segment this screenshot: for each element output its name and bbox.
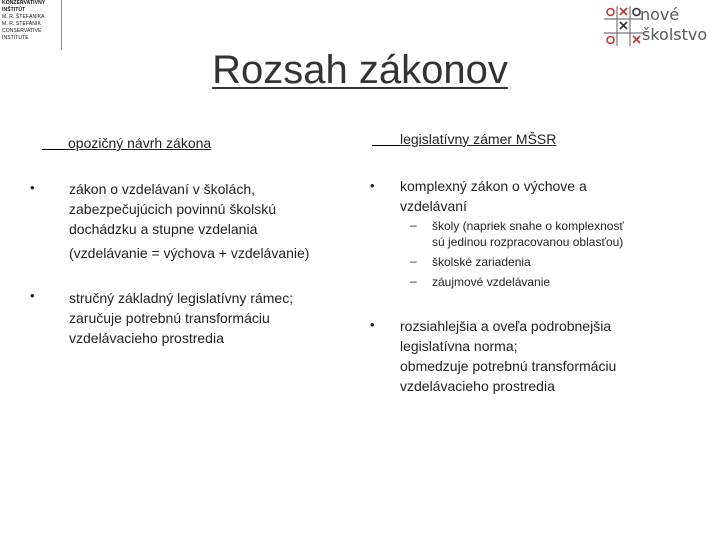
right-sub-item-1-line: sú jedinou rozpracovanou oblasťou) [432,235,624,249]
left-bullet-2-line: zaručuje potrebnú transformáciu [69,310,270,326]
left-bullet-1-line: zabezpečujúcich povinnú školskú [69,201,277,217]
institute-logo-line: INŠTITÚT [2,7,26,13]
logo-word-nove: nové [640,5,680,24]
page-title-text: Rozsah zákonov [212,48,508,92]
right-bullet-2-line: legislatívna norma; [400,338,518,354]
institute-logo-line: INSTITUTE [2,35,29,41]
nove-skolstvo-logo [604,4,708,50]
right-bullet-1-line: vzdelávaní [400,198,467,214]
institute-logo-line: M. R. STEFANIK [2,21,41,27]
left-bullet-2-line: vzdelávacieho prostredia [69,330,224,346]
left-bullet-1-line: zákon o vzdelávaní v školách, [69,181,255,197]
right-bullet-2-line: rozsiahlejšia a oveľa podrobnejšia [400,318,612,334]
right-bullet-2 [400,316,700,396]
right-column-heading: legislatívny zámer MŠSR [400,131,557,147]
right-sub-item-1 [432,218,712,250]
dash-marker: – [410,218,417,232]
heading-leader-line [42,149,68,150]
heading-leader-line [372,145,400,146]
left-bullet-1-line: (vzdelávanie = výchova + vzdelávanie) [69,245,310,261]
tic-tac-toe-icon [604,4,644,48]
institute-logo [0,0,62,50]
right-bullet-2-line: vzdelávacieho prostredia [400,378,555,394]
logo-word-skolstvo: školstvo [642,25,708,44]
right-sub-item-2: školské zariadenia [432,255,531,269]
bullet-marker: • [370,178,375,193]
left-column-heading: opozičný návrh zákona [68,135,212,151]
bullet-marker: • [30,180,35,195]
institute-logo-line: M. R. ŠTEFÁNIKA [2,14,45,20]
bullet-marker: • [30,288,35,303]
left-bullet-2-line: stručný základný legislatívny rámec; [69,290,294,306]
right-bullet-1 [400,176,700,216]
dash-marker: – [410,254,417,268]
left-bullet-2 [69,288,359,348]
institute-logo-line: CONSERVATIVE [2,28,42,34]
bullet-marker: • [370,317,375,332]
left-bullet-1 [69,179,359,263]
right-sub-item-1-line: školy (napriek snahe o komplexnosť [432,219,624,233]
page-title [0,46,720,94]
institute-logo-line: KONZERVATÍVNY [2,0,46,6]
dash-marker: – [410,274,417,288]
right-bullet-2-line: obmedzuje potrebnú transformáciu [400,358,617,374]
right-sub-item-3: záujmové vzdelávanie [432,275,551,289]
left-bullet-1-line: dochádzku a stupne vzdelania [69,221,258,237]
right-bullet-1-line: komplexný zákon o výchove a [400,178,587,194]
